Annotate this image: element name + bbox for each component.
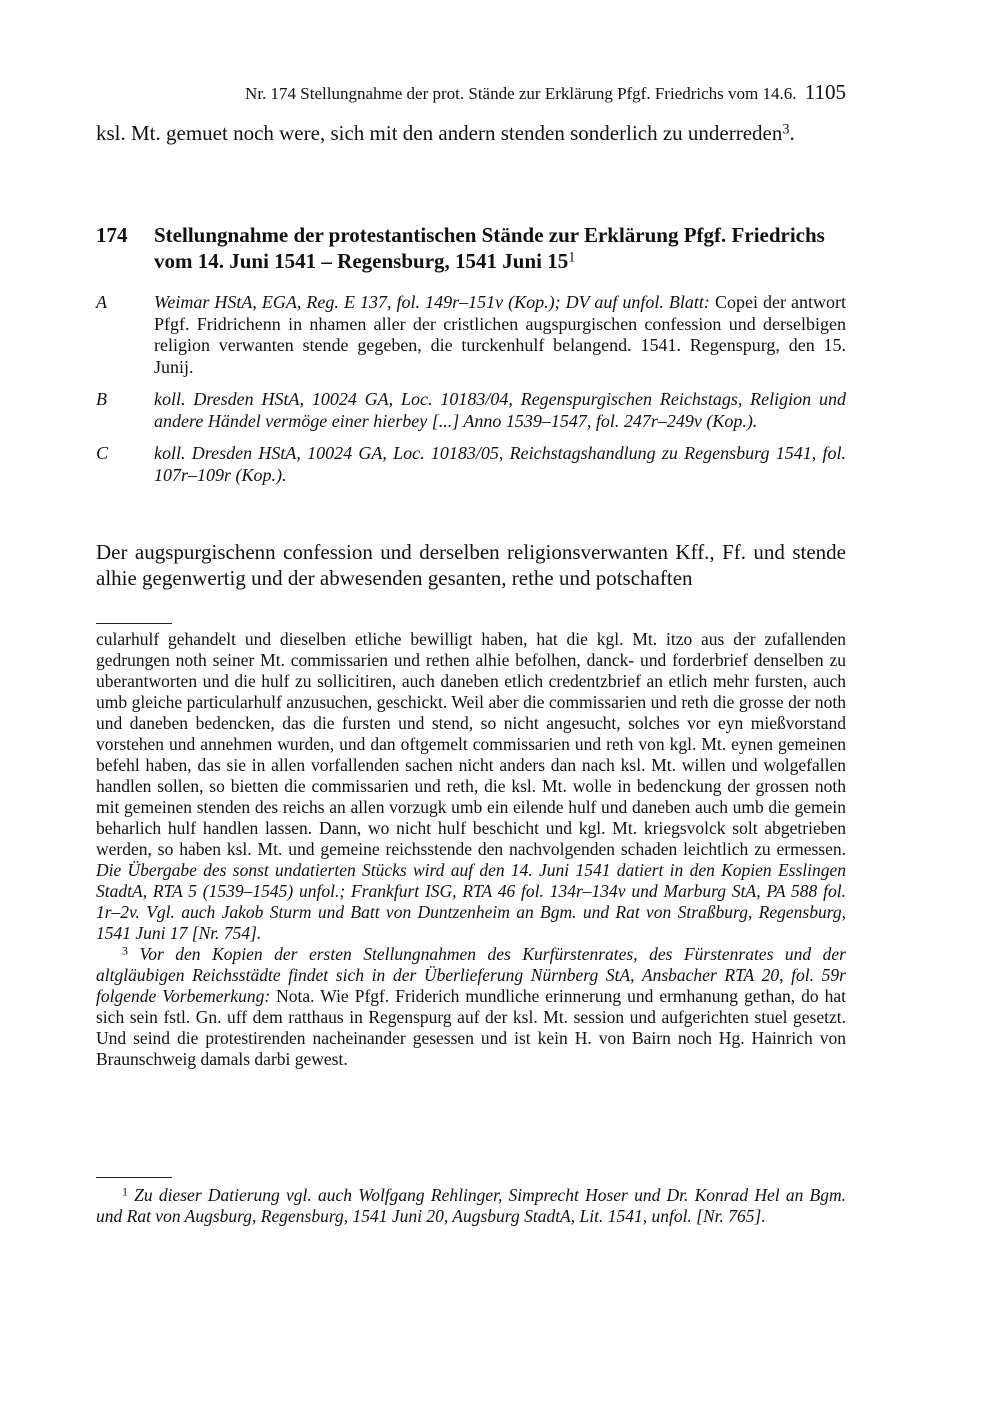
continuation-paragraph (96, 120, 846, 146)
source-archive-ref: koll. Dresden HStA, 10024 GA, Loc. 10183/05, Reichstagshandlung zu Regensburg 1541, fol. 107r–109r (Kop.). (154, 443, 846, 485)
footnote-1 (96, 1185, 846, 1227)
footnote-divider (96, 623, 172, 624)
running-head-text: Nr. 174 Stellungnahme der prot. Stände zur Erklärung Pfgf. Friedrichs vom 14.6. (245, 84, 797, 103)
page-number: 1105 (804, 80, 846, 104)
document-title: Stellungnahme der protestantischen Stände zur Erklärung Pfgf. Friedrichs vom 14. Juni 1541 – Regensburg, 1541 Juni 15 (154, 223, 825, 273)
source-description (154, 292, 846, 378)
source-dorsal-text: Copei der antwort Pfgf. Fridrichenn in nhamen aller der cristlichen augspurgischen confession und derselbigen religion verwanten stende gegeben, die turckenhulf belangend. 1541. Regenspurg, den 15. Junij. (154, 292, 847, 377)
source-archive-ref: koll. Dresden HStA, 10024 GA, Loc. 10183/04, Regenspurgischen Reichstags, Religion und andere Händel vermöge einer hierbey [...] Anno 1539–1547, fol. 247r–249v (Kop.). (154, 389, 846, 431)
footnote-3 (96, 944, 846, 1070)
footnote-continuation-comment: Die Übergabe des sonst undatierten Stücks wird auf den 14. Juni 1541 datiert in den Kopien Esslingen StadtA, RTA 5 (1539–1545) unfol.; Frankfurt ISG, RTA 46 fol. 134r–134v und Marburg StA, PA 588 fol. 1r–2v. Vgl. auch Jakob Sturm und Batt von Duntzenheim an Bgm. und Rat von Straßburg, Regensburg, 1541 Juni 17 [Nr. 754]. (96, 860, 846, 943)
footnotes-upper (96, 629, 846, 1070)
source-entry-b (96, 389, 846, 432)
source-sigle: B (96, 389, 107, 409)
source-list (96, 292, 846, 497)
footnote-3-comment: Vor den Kopien der ersten Stellungnahmen des Kurfürstenrates, des Fürstenrates und der altgläubigen Reichsstädte findet sich in der Überlieferung Nürnberg StA, Ansbacher RTA 20, fol. 59r folgende Vorbemerkung: (96, 944, 846, 1006)
footnotes-lower (96, 1185, 846, 1227)
document-text: Der augspurgischenn confession und derselben religionsverwanten Kff., Ff. und stende alhie gegenwertig und der abwesenden gesanten, rethe und potschaften (96, 540, 846, 590)
document-heading (96, 222, 846, 274)
document-number: 174 (96, 223, 128, 247)
source-sigle: C (96, 443, 109, 463)
footnote-3-quote: Nota. Wie Pfgf. Friderich mundliche erinnerung und ermhanung gethan, do hat sich sein fstl. Gn. uff dem ratthaus in Regenspurg auf der ksl. Mt. session und aufgerichten stuel gesetzt. Und seind die protestirenden nacheinander gesessen und ist kein H. von Bairn noch Hg. Hainrich von Braunschweig damals darbi gewest. (96, 986, 846, 1069)
footnote-ref-3: 3 (782, 121, 790, 138)
footnote-divider (96, 1177, 172, 1178)
footnote-1-text: Zu dieser Datierung vgl. auch Wolfgang Rehlinger, Simprecht Hoser und Dr. Konrad Hel an Bgm. und Rat von Augsburg, Regensburg, 1541 Juni 20, Augsburg StadtA, Lit. 1541, unfol. [Nr. 765]. (96, 1185, 846, 1226)
continuation-end: . (789, 121, 795, 145)
source-description (154, 389, 846, 432)
footnote-ref-1: 1 (568, 249, 576, 266)
source-entry-c (96, 443, 846, 486)
source-entry-a (96, 292, 846, 378)
footnote-continuation (96, 629, 846, 944)
document-title-block (154, 222, 846, 274)
source-archive-ref: Weimar HStA, EGA, Reg. E 137, fol. 149r–151v (Kop.); DV auf unfol. Blatt: (154, 292, 710, 312)
running-head (146, 80, 846, 106)
source-description (154, 443, 846, 486)
source-sigle: A (96, 292, 107, 312)
footnote-number: 1 (122, 1184, 128, 1199)
footnote-number: 3 (122, 943, 128, 958)
footnote-continuation-text: cularhulf gehandelt und dieselben etliche bewilligt haben, hat die kgl. Mt. itzo aus der zufallenden gedrungen noth seiner Mt. commissarien und rethen alhie befolhen, danck- und forderbrief denselben zu uberantworten und die hulf zu sollicitiren, auch daneben etlich credentzbrief an etlich mehr fursten, auch umb gleiche particularhulf anzusuchen, geschickt. Weil aber die commissarien und reth die grosse der noth und daneben bedencken, das die fursten und stend, so nicht angesucht, solches vor eyn mießvorstand vorstehen und annehmen wurden, und dan oftgemelt commissarien und reth von kgl. Mt. eynen gemeinen befehl haben, das sie in allen vorfallenden sachen nicht anders dan nach ksl. Mt. willen und wolgefallen handlen sollen, so bietten die commissarien und reth, die ksl. Mt. wolle in bedenckung der grossen noth mit gemeinen stenden des reichs an allen vorzugk umb ein eilende hulf und daneben auch umb die gemein beharlich hulf handlen lassen. Dann, wo nicht hulf beschicht und kgl. Mt. kriegsvolck solt abgetrieben werden, so haben ksl. Mt. und gemeine reichsstende den nachvolgenden schaden leichtlich zu ermessen. (96, 629, 846, 859)
continuation-text: ksl. Mt. gemuet noch were, sich mit den andern stenden sonderlich zu underreden (96, 121, 783, 145)
